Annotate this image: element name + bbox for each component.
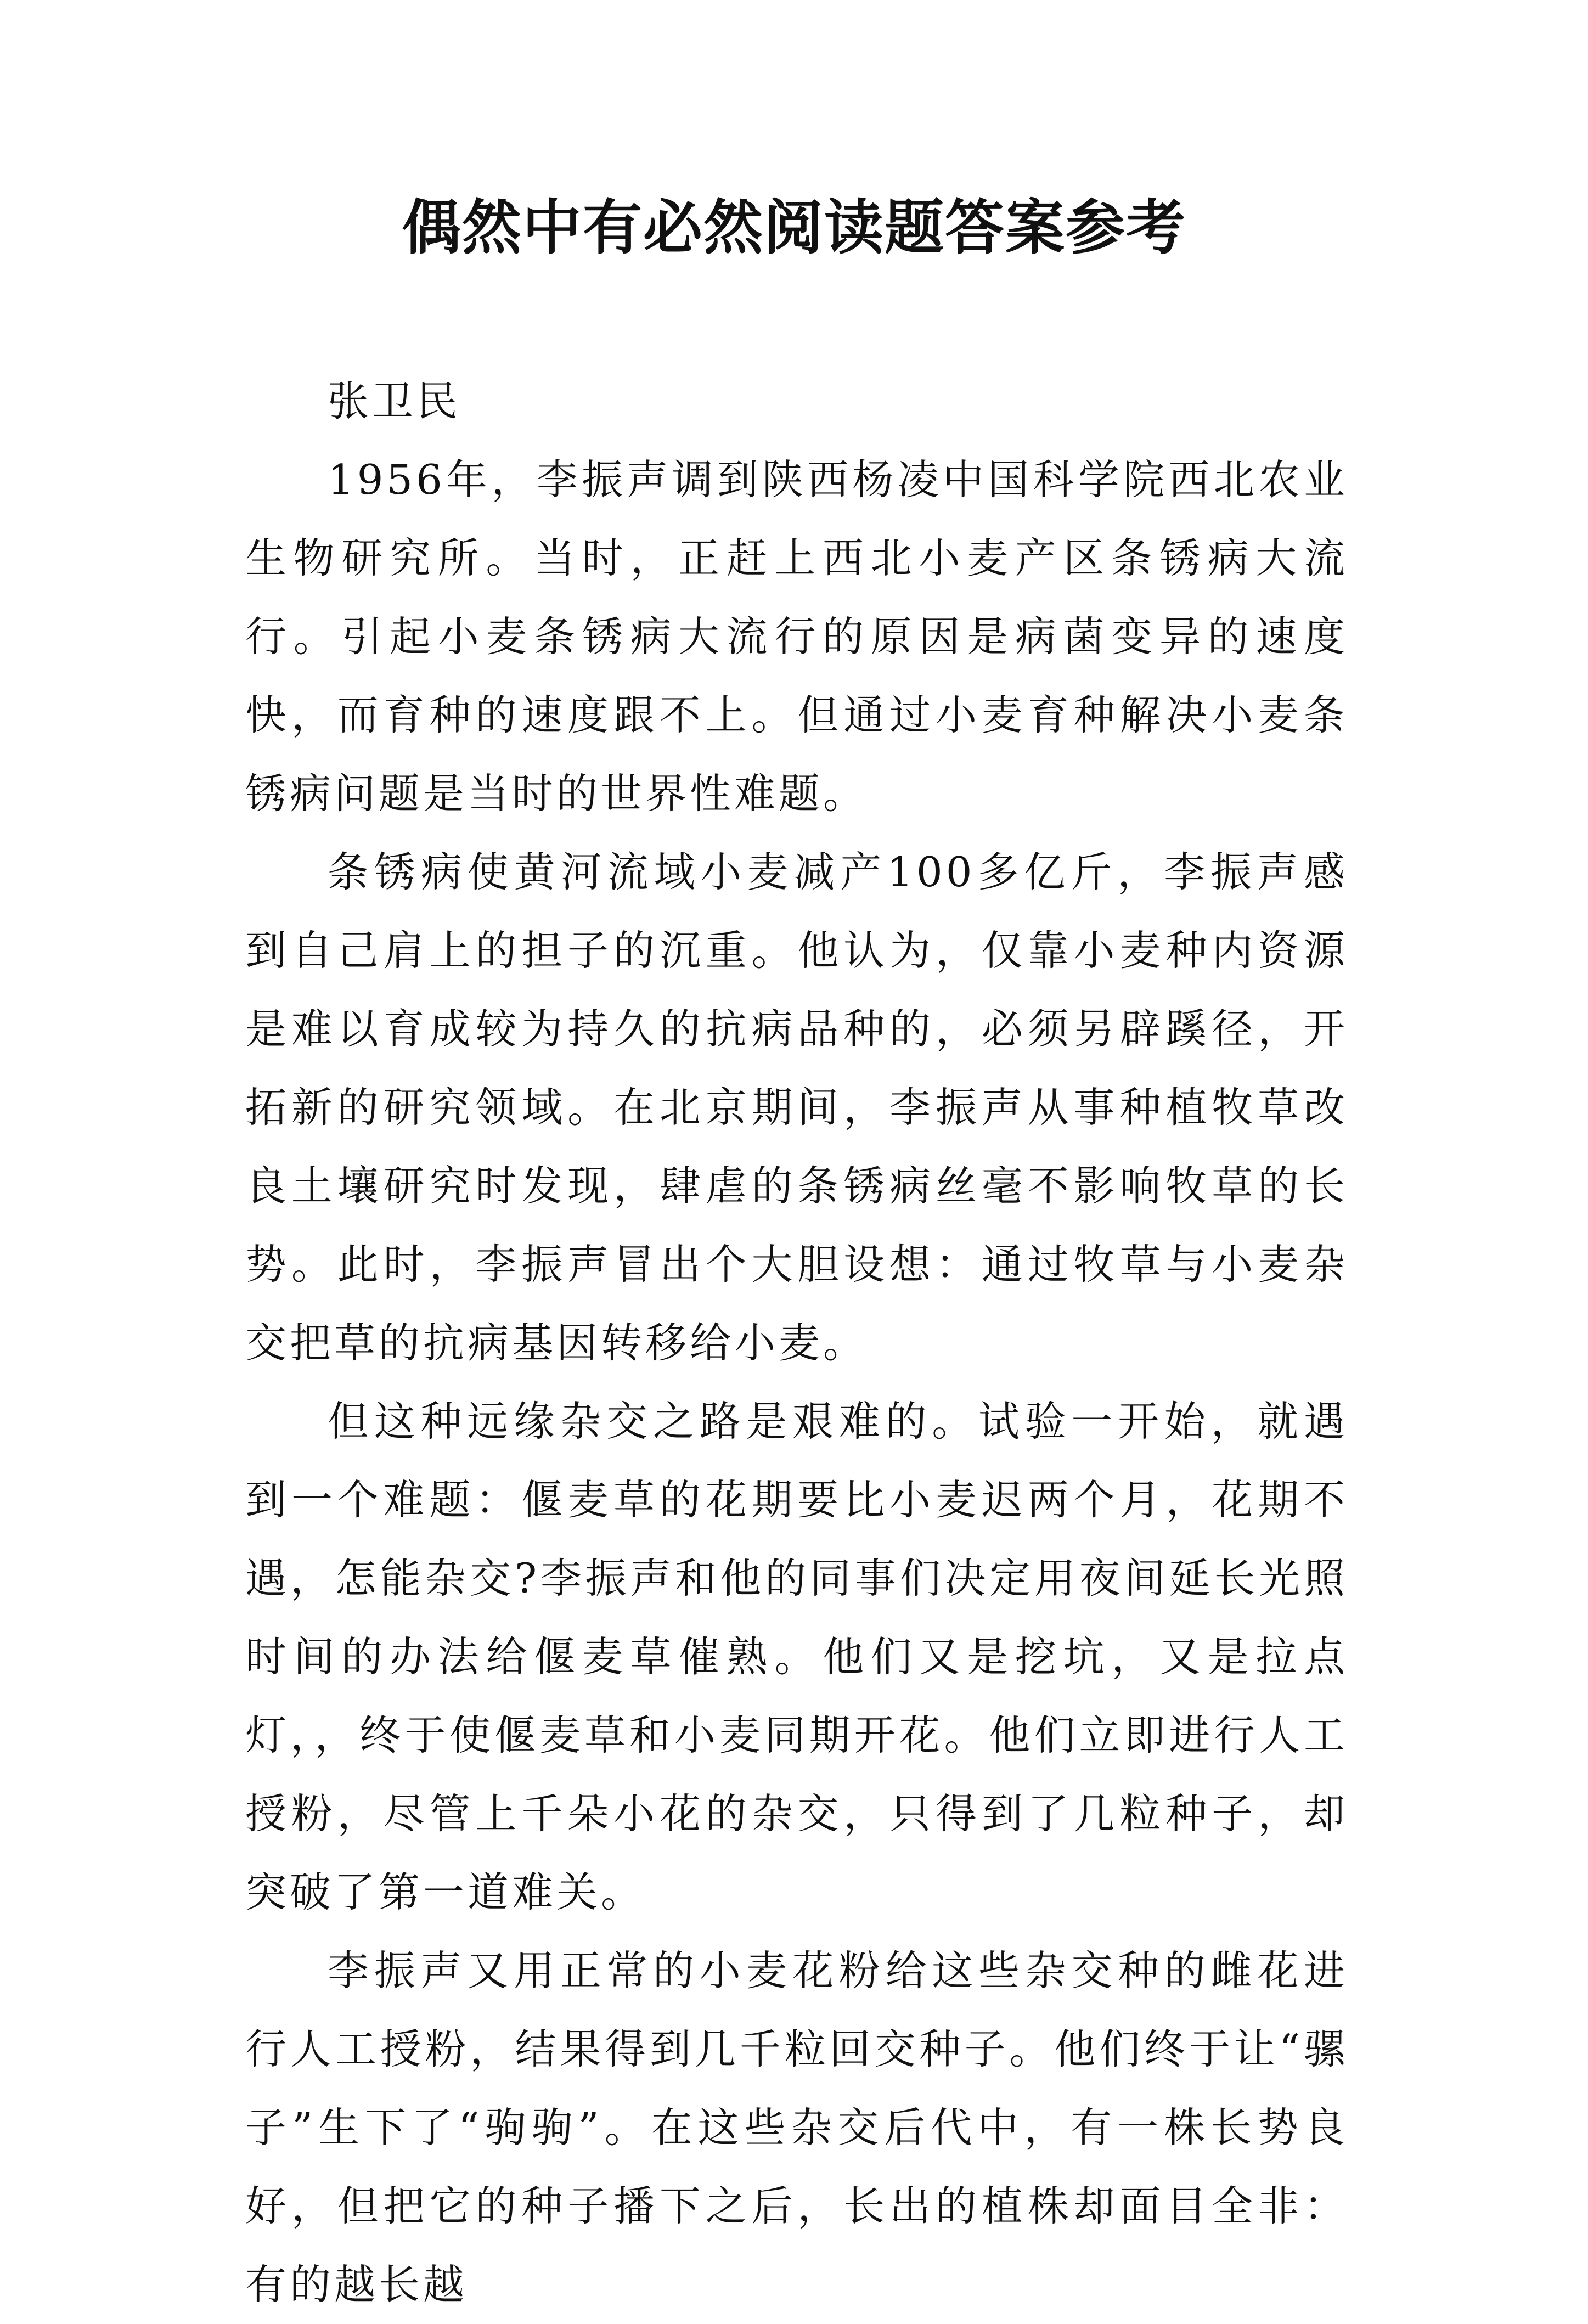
paragraph: 1956年，李振声调到陕西杨凌中国科学院西北农业生物研究所。当时，正赶上西北小麦产区条锈病大流行。引起小麦条锈病大流行的原因是病菌变异的速度快，而育种的速度跟不上。但通过小麦育种解决小麦条锈病问题是当时的世界性难题。 xyxy=(245,455,1348,818)
author-line: 张卫民 xyxy=(328,377,461,425)
paragraph: 李振声又用正常的小麦花粉给这些杂交种的雌花进行人工授粉，结果得到几千粒回交种子。他们终于让“骡子”生下了“驹驹”。在这些杂交后代中，有一株长势良好，但把它的种子播下之后，长出的植株却面目全非：有的越长越 xyxy=(245,1946,1348,2309)
document-title: 偶然中有必然阅读题答案参考 xyxy=(401,193,1186,262)
document-body xyxy=(245,362,1348,2324)
paragraph: 条锈病使黄河流域小麦减产100多亿斤，李振声感到自己肩上的担子的沉重。他认为，仅靠小麦种内资源是难以育成较为持久的抗病品种的，必须另辟蹊径，开拓新的研究领域。在北京期间，李振声从事种植牧草改良土壤研究时发现，肆虐的条锈病丝毫不影响牧草的长势。此时，李振声冒出个大胆设想：通过牧草与小麦杂交把草的抗病基因转移给小麦。 xyxy=(245,848,1348,1367)
paragraph: 但这种远缘杂交之路是艰难的。试验一开始，就遇到一个难题：偃麦草的花期要比小麦迟两个月，花期不遇，怎能杂交?李振声和他的同事们决定用夜间延长光照时间的办法给偃麦草催熟。他们又是挖坑，又是拉点灯，，终于使偃麦草和小麦同期开花。他们立即进行人工授粉，尽管上千朵小花的杂交，只得到了几粒种子，却突破了第一道难关。 xyxy=(245,1397,1348,1916)
